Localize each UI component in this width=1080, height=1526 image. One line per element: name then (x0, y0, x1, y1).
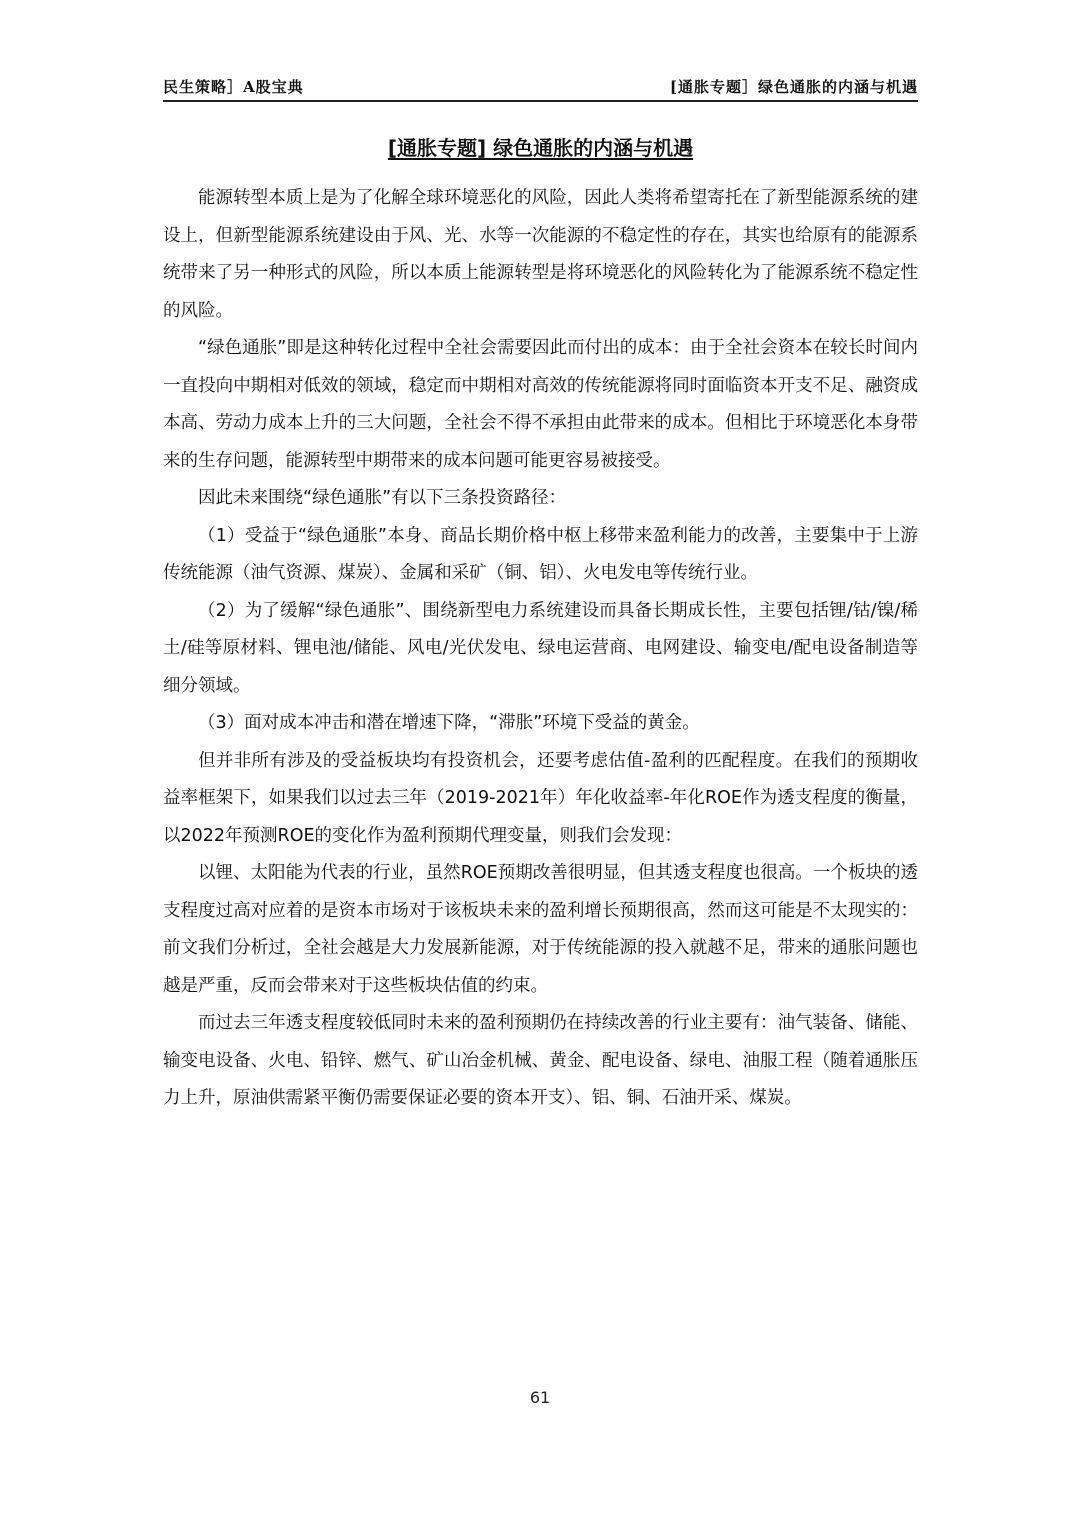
paragraph: （1）受益于“绿色通胀”本身、商品长期价格中枢上移带来盈利能力的改善，主要集中于上游传统能源（油气资源、煤炭）、金属和采矿（铜、铝）、火电发电等传统行业。 (163, 525, 918, 583)
paragraph: 但并非所有涉及的受益板块均有投资机会，还要考虑估值-盈利的匹配程度。在我们的预期收益率框架下，如果我们以过去三年（2019-2021年）年化收益率-年化ROE作为透支程度的衡量，以2022年预测ROE的变化作为盈利预期代理变量，则我们会发现： (163, 750, 918, 846)
page-number: 61 (529, 1388, 551, 1407)
paragraph: （3）面对成本冲击和潜在增速下降，“滞胀”环境下受益的黄金。 (198, 713, 700, 733)
paragraph: 能源转型本质上是为了化解全球环境恶化的风险，因此人类将希望寄托在了新型能源系统的建设上，但新型能源系统建设由于风、光、水等一次能源的不稳定性的存在，其实也给原有的能源系统带来了另一种形式的风险，所以本质上能源转型是将环境恶化的风险转化为了能源系统不稳定性的风险。 (163, 188, 918, 321)
paragraph: 而过去三年透支程度较低同时未来的盈利预期仍在持续改善的行业主要有：油气装备、储能、输变电设备、火电、铅锌、燃气、矿山冶金机械、黄金、配电设备、绿电、油服工程（随着通胀压力上升，原油供需紧平衡仍需要保证必要的资本开支）、铝、铜、石油开采、煤炭。 (163, 1013, 918, 1108)
paragraph: 以锂、太阳能为代表的行业，虽然ROE预期改善很明显，但其透支程度也很高。一个板块的透支程度过高对应着的是资本市场对于该板块未来的盈利增长预期很高，然而这可能是不太现实的：前文我们分析过，全社会越是大力发展新能源，对于传统能源的投入就越不足，带来的通胀问题也越是严重，反而会带来对于这些板块估值的约束。 (163, 863, 918, 996)
running-header (163, 74, 918, 102)
document-body (163, 180, 918, 1118)
header-right-text: [通胀专题］绿色通胀的内涵与机遇 (669, 78, 918, 96)
document-title: [通胀专题] 绿色通胀的内涵与机遇 (387, 136, 694, 160)
paragraph: 因此未来围绕“绿色通胀”有以下三条投资路径： (198, 488, 567, 508)
paragraph: “绿色通胀”即是这种转化过程中全社会需要因此而付出的成本：由于全社会资本在较长时间内一直投向中期相对低效的领域，稳定而中期相对高效的传统能源将同时面临资本开支不足、融资成本高、劳动力成本上升的三大问题，全社会不得不承担由此带来的成本。但相比于环境恶化本身带来的生存问题，能源转型中期带来的成本问题可能更容易被接受。 (163, 338, 918, 471)
paragraph: （2）为了缓解“绿色通胀”、围绕新型电力系统建设而具备长期成长性，主要包括锂/钴/镍/稀土/硅等原材料、锂电池/储能、风电/光伏发电、绿电运营商、电网建设、输变电/配电设备制造等细分领域。 (163, 600, 918, 696)
header-left-text: 民生策略］A股宝典 (163, 78, 304, 96)
